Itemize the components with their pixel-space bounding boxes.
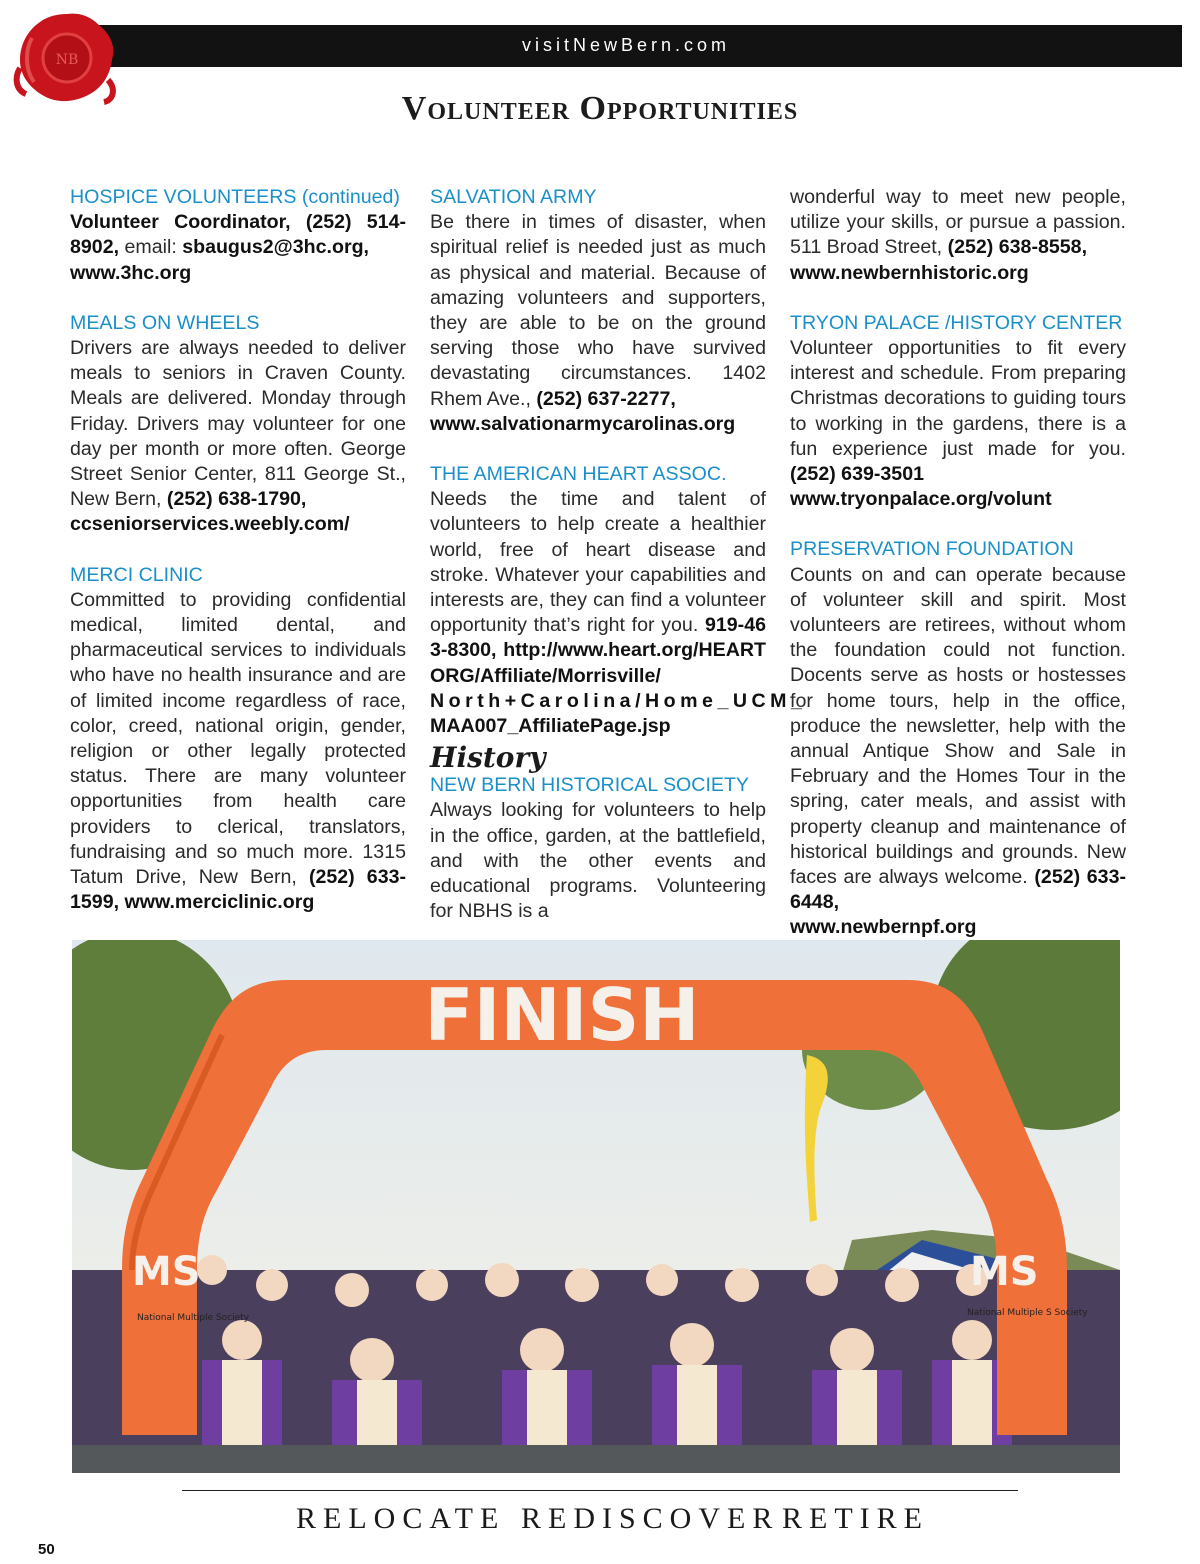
nbhs-phone: (252) 638-8558, [947, 236, 1088, 259]
hospice-website[interactable]: www.3hc.org [70, 261, 192, 284]
column-3 [790, 185, 1126, 966]
arch-sign-right: MS [970, 1249, 1039, 1295]
site-url[interactable]: visitNewBern.com [521, 35, 731, 55]
arch-org-left: National Multiple Society [137, 1313, 250, 1323]
salvation-section [430, 185, 766, 437]
history-label: History [430, 741, 546, 775]
nbhs-heading: NEW BERN HISTORICAL SOCIETY [430, 774, 749, 797]
nbhs-cont-body: wonderful way to meet new people, utilize your skills, or pursue a passion. 511 Broad Street, [790, 186, 1126, 259]
nbhs-body: Always looking for volunteers to help in the office, garden, at the battlefield, and with the other events and educational programs. Volunteering for NBHS is a [430, 799, 766, 923]
nbhs-continued-section [790, 185, 1126, 286]
meals-section [70, 311, 406, 538]
finish-line-photo [72, 940, 1120, 1473]
page-title: Volunteer Opportunities [401, 90, 799, 127]
merci-heading: MERCI CLINIC [70, 563, 203, 586]
heart-url-end[interactable]: MAA007_AffiliatePage.jsp [430, 715, 671, 738]
hospice-heading: HOSPICE VOLUNTEERS (continued) [70, 186, 400, 208]
tryon-section [790, 311, 1126, 513]
heart-section [430, 462, 807, 739]
hospice-email-label: email: [119, 236, 183, 259]
tryon-phone: (252) 639-3501 [790, 463, 924, 486]
merci-section [70, 563, 406, 916]
preservation-section [790, 537, 1126, 940]
preservation-website[interactable]: www.newbernpf.org [790, 916, 977, 939]
column-1 [70, 185, 406, 940]
nbhs-website[interactable]: www.newbernhistoric.org [790, 261, 1029, 284]
preservation-phone: (252) 633-6448, [790, 866, 1126, 914]
hospice-contact: Volunteer Coordinator, (252) 514-8902, [70, 211, 406, 259]
hospice-email[interactable]: sbaugus2@3hc.org, [182, 236, 369, 259]
footer-word-relocate: RELOCATE [296, 1502, 506, 1535]
photo-illustration [72, 940, 1120, 1473]
preservation-heading: PRESERVATION FOUNDATION [790, 538, 1074, 561]
arch-org-right: National Multiple S Society [967, 1308, 1088, 1318]
meals-heading: MEALS ON WHEELS [70, 311, 260, 334]
preservation-body: Counts on and can operate because of volunteer skill and spirit. Most volunteers are retirees, without whom the foundation could not function. Docents serve as hosts or hostesses for home tours, help in the office, produce the newsletter, help with the annual Antique Show and Sale in February and the Homes Tour in the spring, cater meals, and assist with property cleanup and maintenance of historical buildings and grounds. New faces are always welcome. [790, 563, 1126, 889]
footer-rule [182, 1490, 1018, 1491]
footer-word-rediscover: REDISCOVER [521, 1502, 780, 1535]
salvation-phone: (252) 637-2277, [536, 387, 676, 410]
column-2 [430, 185, 807, 949]
tryon-heading: TRYON PALACE /HISTORY CENTER [790, 311, 1123, 334]
top-bar [70, 25, 1182, 67]
meals-website[interactable]: ccseniorservices.weebly.com/ [70, 513, 350, 536]
salvation-website[interactable]: www.salvationarmycarolinas.org [430, 412, 736, 435]
salvation-heading: SALVATION ARMY [430, 186, 597, 208]
salvation-body: Be there in times of disaster, when spiritual relief is needed just as much as physical and material. Because of amazing volunteers and supporters, they are able to be on the ground serving those who have survived devastating circumstances. 1402 Rhem Ave., [430, 211, 766, 410]
arch-finish-text: FINISH [424, 973, 700, 1057]
heart-contact[interactable]: 919-463-8300, http://www.heart.org/HEARTORG/Affiliate/Morrisville/ [430, 614, 766, 687]
tryon-website[interactable]: www.tryonpalace.org/volunt [790, 488, 1052, 511]
arch-sign-left: MS [132, 1249, 201, 1295]
merci-body: Committed to providing confidential medical, limited dental, and pharmaceutical services to individuals who have no health insurance and are of limited income regardless of race, color, creed, national origin, gender, religion or other legally protected status. There are many volunteer opportunities from health care providers to clerical, translators, fundraising and so much more. 1315 Tatum Drive, New Bern, [70, 588, 406, 889]
meals-body: Drivers are always needed to deliver meals to seniors in Craven County. Meals are delivered. Monday through Friday. Drivers may volunteer for one day per month or more often. George Street Senior Center, 811 George St., New Bern, [70, 337, 406, 511]
merci-contact[interactable]: (252) 633-1599, www.merciclinic.org [70, 866, 407, 914]
hospice-section [70, 185, 406, 286]
footer-word-retire: RETIRE [782, 1502, 929, 1535]
heart-body: Needs the time and talent of volunteers to help create a healthier world, free of heart disease and stroke. Whatever your capabilities and interests are, they can find a volunteer opportunity that’s right for you. [430, 488, 766, 637]
heart-url-spaced[interactable]: North+Carolina/Home_UCM_ [430, 689, 807, 712]
tryon-body: Volunteer opportunities to fit every interest and schedule. From preparing Christmas decorations to guiding tours to working in the gardens, there is a fun experience just made for you. [790, 337, 1126, 460]
heart-heading: THE AMERICAN HEART ASSOC. [430, 463, 727, 486]
meals-phone: (252) 638-1790, [166, 488, 307, 511]
svg-text:NB: NB [55, 52, 79, 68]
page-number: 50 [38, 1541, 55, 1558]
nbhs-section [430, 773, 766, 924]
